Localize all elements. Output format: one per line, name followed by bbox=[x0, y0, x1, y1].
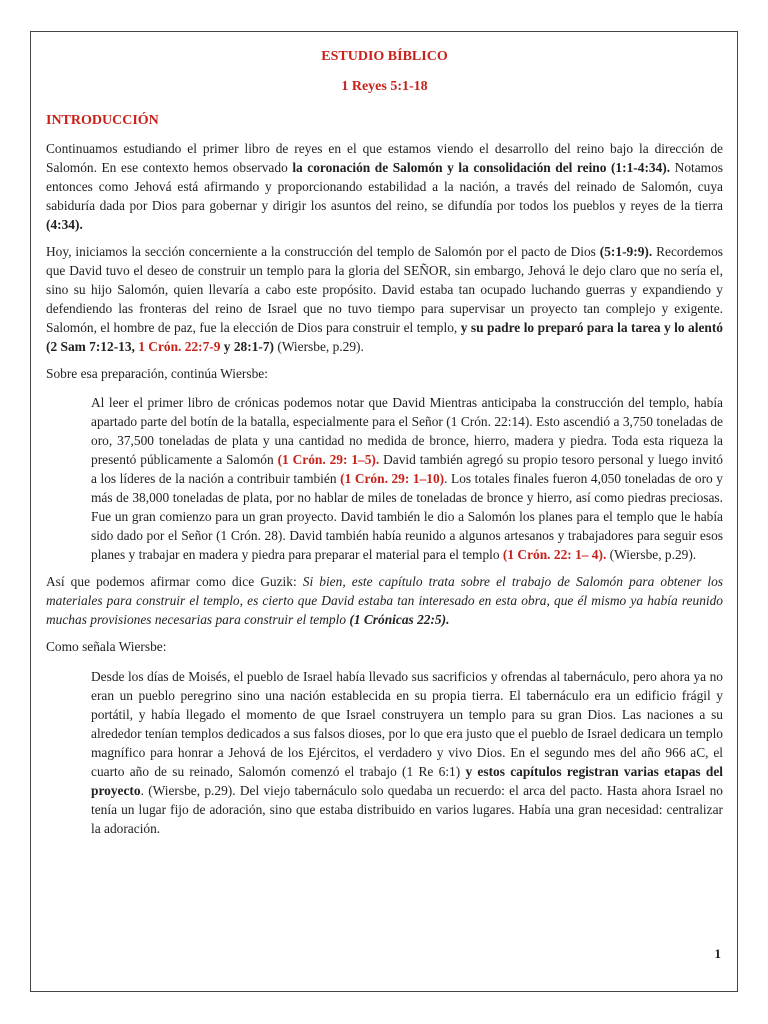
scripture-reference: 1 Reyes 5:1-18 bbox=[341, 79, 428, 94]
paragraph-5: Como señala Wiersbe: bbox=[46, 639, 167, 654]
paragraph-3: Sobre esa preparación, continúa Wiersbe: bbox=[46, 366, 268, 381]
section-heading: INTRODUCCIÓN bbox=[46, 113, 159, 128]
paragraph-1: Continuamos estudiando el primer libro de reyes en el que estamos viendo el desarrollo del reino bajo la dirección de Salomón. En ese contexto hemos observado la coronación de Salomón y la consolidación del reino (1:1-4:34). Notamos entonces como Jehová está afirmando y proporcionando estabilidad a la nación, a través del reinado de Salomón, cuya sabiduría dada por Dios para gobernar y dirigir los asuntos del reino, se difundía por todos los pueblos y reyes de la tierra (4:34). bbox=[46, 141, 724, 232]
page-number: 1 bbox=[714, 946, 721, 961]
paragraph-2: Hoy, iniciamos la sección concerniente a la construcción del templo de Salomón por el pacto de Dios (5:1-9:9). Recordemos que David tuvo el deseo de construir un templo para la gloria del SEÑOR, sin embargo, Jehová le dejo claro que no sería el, sino su hijo Salomón, quien llevaría a cabo este propósito. David estaba tan ocupado luchando guerras y expandiendo y defendiendo las fronteras del reino de Israel que no tuvo tiempo para supervisar un proyecto tan complejo y exigente. Salomón, el hombre de paz, fue la elección de Dios para construir el templo, y su padre lo preparó para la tarea y lo alentó (2 Sam 7:12-13, 1 Crón. 22:7-9 y 28:1-7) (Wiersbe, p.29). bbox=[46, 244, 724, 354]
paragraph-4: Así que podemos afirmar como dice Guzik: Si bien, este capítulo trata sobre el trabajo de Salomón para obtener los materiales para construir el templo, es cierto que David estaba tan interesado en esta obra, que él mismo ya había reunido muchas provisiones necesarias para construir el templo (1 Crónicas 22:5). bbox=[46, 574, 723, 627]
document-title: ESTUDIO BÍBLICO bbox=[321, 49, 448, 64]
block-quote-1: Al leer el primer libro de crónicas podemos notar que David Mientras anticipaba la construcción del templo, había apartado parte del botín de la batalla, especialmente para el Señor (1 Crón. 22:14). Esto ascendió a 3,750 toneladas de oro, 37,500 toneladas de plata y una cantidad no medida de bronce, hierro, madera y piedra. Toda esta riqueza la presentó públicamente a Salomón (1 Crón. 29: 1–5). David también agregó su propio tesoro personal y luego invitó a los líderes de la nación a contribuir también (1 Crón. 29: 1–10). Los totales finales fueron 4,050 toneladas de oro y más de 38,000 toneladas de plata, por no hablar de miles de toneladas de bronce y hierro, así como piedras preciosas. Fue un gran comienzo para un gran proyecto. David también le dio a Salomón los planes para el templo que le había sido dado por el Señor (1 Crón. 28). David también había reunido a algunos artesanos y trabajadores para seguir esos planes y trabajar en madera y piedra para preparar el material para el templo (1 Crón. 22: 1– 4). (Wiersbe, p.29). bbox=[91, 395, 723, 562]
block-quote-2: Desde los días de Moisés, el pueblo de Israel había llevado sus sacrificios y ofrendas al tabernáculo, pero ahora ya no eran un pueblo peregrino sino una nación establecida en su propia tierra. El tabernáculo era un edificio frágil y portátil, y había llegado el momento de que Israel construyera un templo para su gran Dios. Las naciones a su alrededor tenían templos dedicados a sus falsos dioses, por lo que era justo que el pueblo de Israel dedicara un templo magnífico para honrar a Jehová de los Ejércitos, el verdadero y vivo Dios. En el segundo mes del año 966 aC, el cuarto año de su reinado, Salomón comenzó el trabajo (1 Re 6:1) y estos capítulos registran varias etapas del proyecto. (Wiersbe, p.29). Del viejo tabernáculo solo quedaba un recuerdo: el arca del pacto. Hasta ahora Israel no tenía un lugar fijo de adoración, sino que estaba distribuido en varios lugares. Había una gran necesidad: centralizar la adoración. bbox=[91, 669, 723, 836]
document-body bbox=[46, 44, 723, 838]
